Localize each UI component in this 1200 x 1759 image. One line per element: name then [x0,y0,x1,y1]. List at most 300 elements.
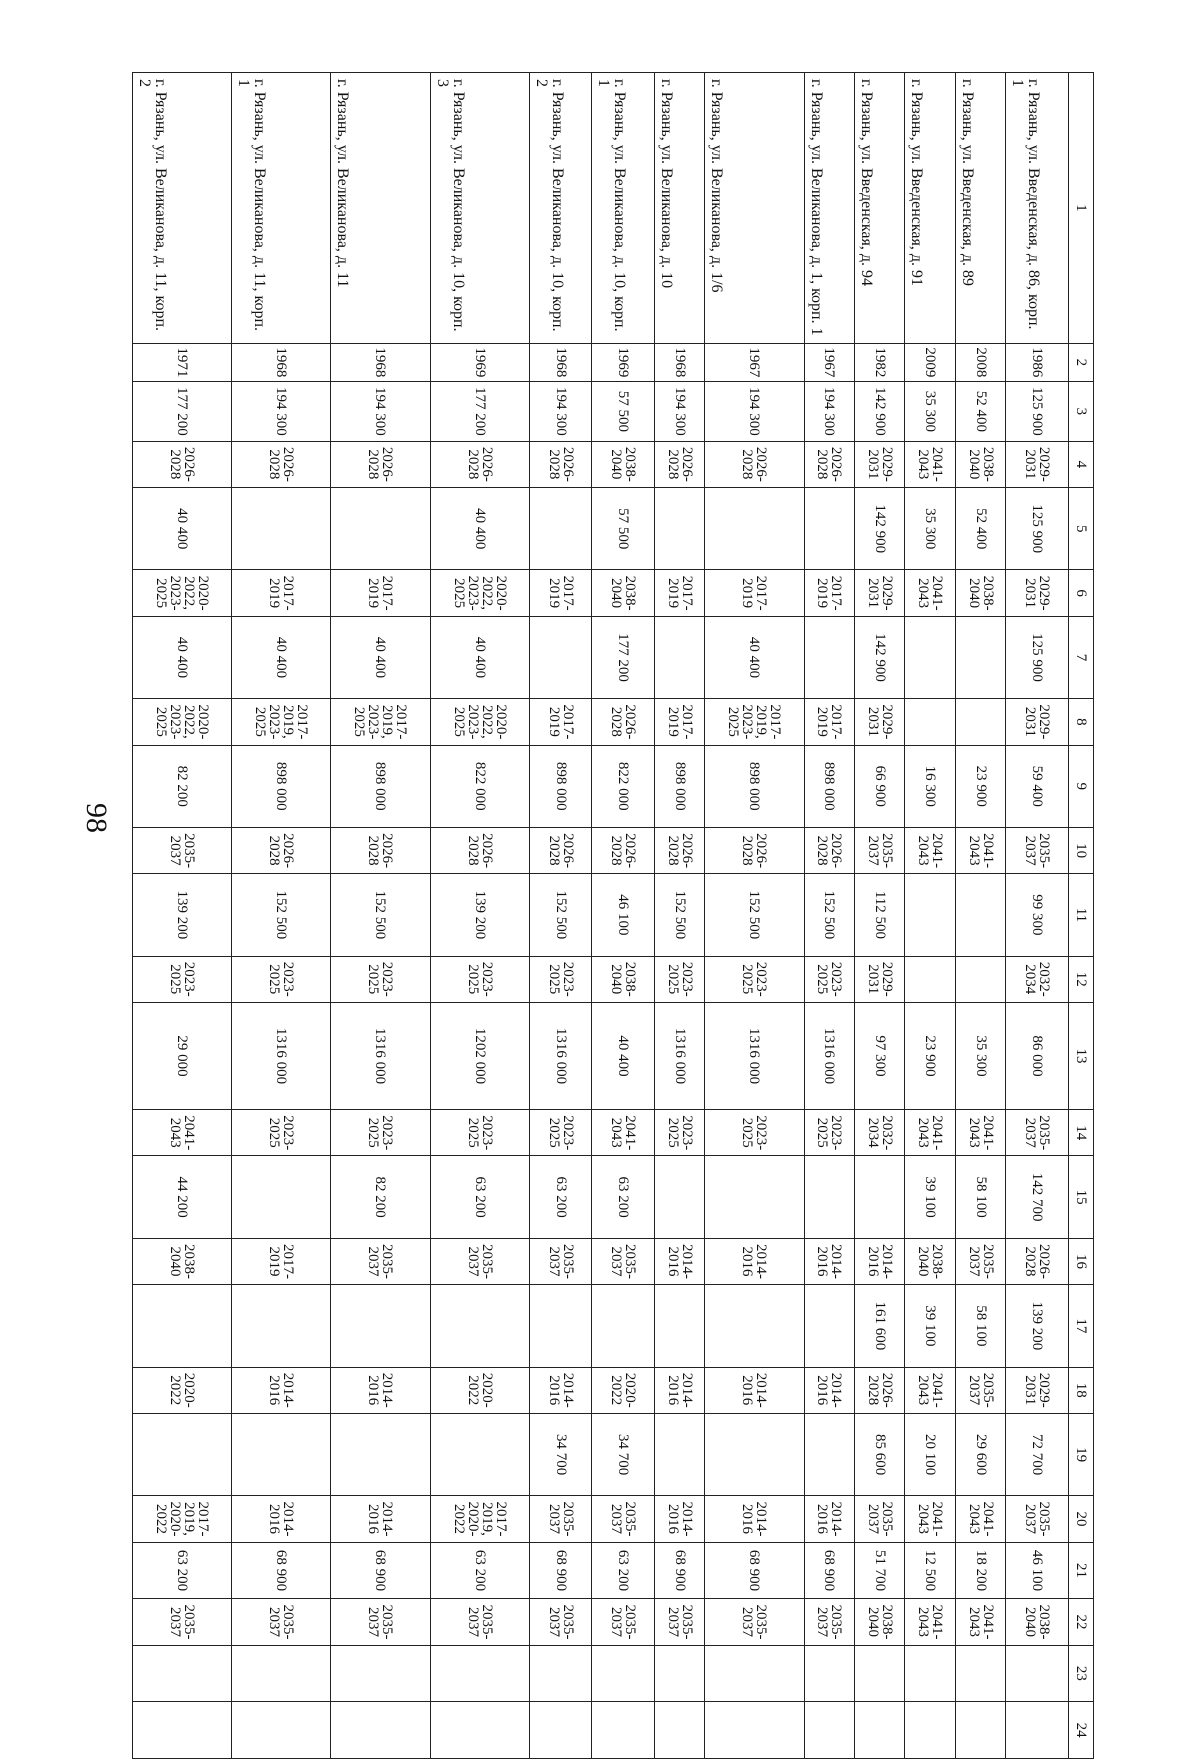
address-cell: г. Рязань, ул. Великанова, д. 11 [331,73,430,344]
data-cell: 99 300 [1006,874,1069,956]
data-cell: 2035- 2037 [430,1238,529,1284]
column-number-16: 16 [1069,1238,1094,1284]
data-cell [855,1702,905,1759]
data-cell [232,1413,331,1495]
year-cell: 1968 [654,343,704,381]
data-cell [331,488,430,570]
data-cell: 2029- 2031 [855,956,905,1002]
data-cell: 2020- 2022, 2023- 2025 [430,699,529,745]
column-number-5: 5 [1069,488,1094,570]
table-row [654,73,704,1759]
table-row [705,73,804,1759]
table-body [133,73,1069,1759]
data-cell [529,1645,592,1702]
data-cell [1006,1645,1069,1702]
table-row [133,73,232,1759]
data-cell [705,1156,804,1238]
table-row [804,73,854,1759]
data-cell: 2017- 2019 [654,699,704,745]
data-cell: 2026- 2028 [430,441,529,487]
table-row [232,73,331,1759]
data-cell: 2023- 2025 [232,1110,331,1156]
data-cell [529,1285,592,1367]
data-cell: 58 100 [955,1156,1005,1238]
address-cell: г. Рязань, ул. Великанова, д. 10, корп. 2 [529,73,592,344]
data-cell: 2035- 2037 [1006,827,1069,873]
data-cell: 2014- 2016 [529,1367,592,1413]
data-cell: 2014- 2016 [232,1367,331,1413]
data-cell: 142 900 [855,381,905,441]
data-cell: 2023- 2025 [705,956,804,1002]
data-cell [955,616,1005,698]
data-cell: 2038- 2040 [955,570,1005,616]
data-cell: 2035- 2037 [529,1496,592,1542]
data-cell: 2032- 2034 [1006,956,1069,1002]
column-number-20: 20 [1069,1496,1094,1542]
data-cell: 2023- 2025 [705,1110,804,1156]
data-cell: 112 500 [855,874,905,956]
data-cell: 2014- 2016 [654,1496,704,1542]
data-cell: 86 000 [1006,1002,1069,1109]
data-cell: 40 400 [232,616,331,698]
data-cell [905,1645,955,1702]
data-cell: 1316 000 [804,1002,854,1109]
data-cell: 2035- 2037 [654,1599,704,1645]
data-cell: 2029- 2031 [1006,699,1069,745]
data-cell: 63 200 [592,1156,655,1238]
data-cell: 34 700 [529,1413,592,1495]
data-cell: 142 900 [855,616,905,698]
data-cell: 23 900 [905,1002,955,1109]
data-cell: 2035- 2037 [592,1599,655,1645]
data-cell [654,1413,704,1495]
data-cell: 2023- 2025 [529,1110,592,1156]
data-cell [955,1702,1005,1759]
data-cell: 2026- 2028 [804,827,854,873]
data-cell: 2017- 2019, 2023- 2025 [705,699,804,745]
address-cell: г. Рязань, ул. Великанова, д. 10, корп. 1 [592,73,655,344]
data-cell [133,1702,232,1759]
data-cell: 2026- 2028 [804,441,854,487]
data-cell: 2020- 2022 [133,1367,232,1413]
data-cell: 2029- 2031 [1006,441,1069,487]
address-cell: г. Рязань, ул. Введенская, д. 86, корп. 1 [1006,73,1069,344]
data-cell: 2014- 2016 [804,1238,854,1284]
data-cell [905,1702,955,1759]
data-cell: 40 400 [430,616,529,698]
data-cell [331,1285,430,1367]
data-cell: 2014- 2016 [705,1238,804,1284]
data-cell: 2035- 2037 [592,1496,655,1542]
data-cell: 152 500 [654,874,704,956]
data-cell: 2017- 2019 [232,1238,331,1284]
data-cell: 44 200 [133,1156,232,1238]
data-cell: 2026- 2028 [705,441,804,487]
data-cell [232,1702,331,1759]
repair-schedule-table-wrapper [132,72,1094,1759]
data-cell [905,874,955,956]
data-cell [592,1645,655,1702]
data-cell [1006,1702,1069,1759]
data-cell [430,1702,529,1759]
data-cell [430,1413,529,1495]
data-cell: 2017- 2019 [804,699,854,745]
table-row [955,73,1005,1759]
table-row [592,73,655,1759]
data-cell: 194 300 [529,381,592,441]
data-cell: 63 200 [592,1542,655,1599]
data-cell: 2017- 2019 [529,570,592,616]
data-cell: 194 300 [654,381,704,441]
data-cell: 2026- 2028 [529,827,592,873]
data-cell [232,1285,331,1367]
data-cell: 40 400 [331,616,430,698]
year-cell: 2008 [955,343,1005,381]
data-cell [855,1645,905,1702]
data-cell [430,1285,529,1367]
data-cell: 2017- 2019, 2023- 2025 [331,699,430,745]
data-cell: 2035- 2037 [331,1238,430,1284]
data-cell [654,1702,704,1759]
data-cell: 152 500 [705,874,804,956]
data-cell [855,1156,905,1238]
data-cell [232,488,331,570]
column-number-3: 3 [1069,381,1094,441]
data-cell [529,1702,592,1759]
repair-schedule-table [132,72,1094,1759]
column-number-13: 13 [1069,1002,1094,1109]
data-cell: 2017- 2019 [529,699,592,745]
data-cell: 2026- 2028 [529,441,592,487]
data-cell: 2026- 2028 [592,699,655,745]
data-cell: 194 300 [804,381,854,441]
data-cell: 2014- 2016 [804,1367,854,1413]
column-number-17: 17 [1069,1285,1094,1367]
table-row [331,73,430,1759]
data-cell: 2023- 2025 [331,1110,430,1156]
data-cell: 2038- 2040 [855,1599,905,1645]
data-cell: 898 000 [529,745,592,827]
data-cell: 2020- 2022, 2023- 2025 [133,570,232,616]
data-cell: 2041- 2043 [905,1367,955,1413]
data-cell: 152 500 [232,874,331,956]
data-cell [232,1645,331,1702]
data-cell: 2035- 2037 [529,1238,592,1284]
data-cell: 18 200 [955,1542,1005,1599]
data-cell: 898 000 [804,745,854,827]
data-cell: 152 500 [804,874,854,956]
data-cell: 1316 000 [529,1002,592,1109]
data-cell: 2038- 2040 [955,441,1005,487]
data-cell: 72 700 [1006,1413,1069,1495]
year-cell: 1967 [705,343,804,381]
data-cell: 46 100 [1006,1542,1069,1599]
data-cell: 142 900 [855,488,905,570]
data-cell: 2020- 2022 [592,1367,655,1413]
data-cell: 82 200 [331,1156,430,1238]
data-cell: 2041- 2043 [905,827,955,873]
data-cell: 2041- 2043 [955,1110,1005,1156]
data-cell: 2023- 2025 [654,1110,704,1156]
data-cell [955,956,1005,1002]
data-cell: 2014- 2016 [804,1496,854,1542]
column-number-row [1069,73,1094,1759]
data-cell: 2026- 2028 [133,441,232,487]
data-cell: 2035- 2037 [804,1599,854,1645]
data-cell: 2035- 2037 [331,1599,430,1645]
data-cell [133,1285,232,1367]
data-cell [654,1156,704,1238]
data-cell [232,1156,331,1238]
data-cell: 2035- 2037 [592,1238,655,1284]
data-cell: 39 100 [905,1285,955,1367]
column-number-8: 8 [1069,699,1094,745]
year-cell: 1969 [430,343,529,381]
data-cell [705,1645,804,1702]
data-cell: 2020- 2022 [430,1367,529,1413]
data-cell: 2035- 2037 [955,1238,1005,1284]
data-cell: 2023- 2025 [232,956,331,1002]
column-number-12: 12 [1069,956,1094,1002]
data-cell: 152 500 [529,874,592,956]
data-cell: 2014- 2016 [331,1367,430,1413]
data-cell [804,488,854,570]
data-cell [804,1413,854,1495]
data-cell: 1316 000 [232,1002,331,1109]
data-cell: 2023- 2025 [430,1110,529,1156]
data-cell: 2035- 2037 [232,1599,331,1645]
data-cell: 2023- 2025 [654,956,704,1002]
data-cell: 2035- 2037 [855,827,905,873]
data-cell: 2041- 2043 [133,1110,232,1156]
data-cell: 2035- 2037 [529,1599,592,1645]
data-cell: 194 300 [705,381,804,441]
data-cell: 2041- 2043 [955,1599,1005,1645]
data-cell: 2017- 2019 [705,570,804,616]
data-cell: 68 900 [705,1542,804,1599]
data-cell [705,1413,804,1495]
data-cell: 898 000 [705,745,804,827]
data-cell: 59 400 [1006,745,1069,827]
data-cell: 52 400 [955,381,1005,441]
year-cell: 1968 [331,343,430,381]
data-cell: 2035- 2037 [1006,1496,1069,1542]
data-cell: 68 900 [804,1542,854,1599]
data-cell: 2026- 2028 [232,827,331,873]
data-cell: 2026- 2028 [654,827,704,873]
data-cell: 898 000 [232,745,331,827]
data-cell: 2041- 2043 [905,570,955,616]
data-cell [133,1645,232,1702]
data-cell: 34 700 [592,1413,655,1495]
data-cell: 161 600 [855,1285,905,1367]
data-cell: 2014- 2016 [331,1496,430,1542]
data-cell [331,1645,430,1702]
data-cell: 139 200 [430,874,529,956]
data-cell: 898 000 [654,745,704,827]
data-cell: 63 200 [430,1542,529,1599]
data-cell: 63 200 [430,1156,529,1238]
data-cell [331,1702,430,1759]
data-cell: 2026- 2028 [654,441,704,487]
data-cell [804,1156,854,1238]
data-cell: 125 900 [1006,488,1069,570]
table-row [905,73,955,1759]
data-cell: 142 700 [1006,1156,1069,1238]
data-cell: 35 300 [905,381,955,441]
data-cell: 152 500 [331,874,430,956]
year-cell: 1971 [133,343,232,381]
data-cell: 2035- 2037 [705,1599,804,1645]
data-cell: 2014- 2016 [654,1367,704,1413]
data-cell: 2035- 2037 [133,827,232,873]
data-cell: 2029- 2031 [1006,570,1069,616]
data-cell [592,1702,655,1759]
column-number-18: 18 [1069,1367,1094,1413]
data-cell: 51 700 [855,1542,905,1599]
data-cell: 139 200 [1006,1285,1069,1367]
data-cell: 2014- 2016 [705,1496,804,1542]
data-cell [705,1285,804,1367]
address-cell: г. Рязань, ул. Введенская, д. 94 [855,73,905,344]
data-cell [331,1413,430,1495]
data-cell: 40 400 [133,488,232,570]
data-cell: 898 000 [331,745,430,827]
table-row [430,73,529,1759]
data-cell: 40 400 [430,488,529,570]
data-cell [905,956,955,1002]
data-cell: 177 200 [430,381,529,441]
data-cell: 2026- 2028 [331,441,430,487]
data-cell: 2035- 2037 [1006,1110,1069,1156]
data-cell: 2029- 2031 [855,570,905,616]
data-cell: 125 900 [1006,616,1069,698]
data-cell: 68 900 [654,1542,704,1599]
data-cell: 35 300 [955,1002,1005,1109]
data-cell: 57 500 [592,381,655,441]
column-number-11: 11 [1069,874,1094,956]
data-cell: 2026- 2028 [232,441,331,487]
data-cell: 82 200 [133,745,232,827]
address-cell: г. Рязань, ул. Великанова, д. 10 [654,73,704,344]
address-cell: г. Рязань, ул. Введенская, д. 89 [955,73,1005,344]
data-cell: 52 400 [955,488,1005,570]
address-cell: г. Рязань, ул. Великанова, д. 11, корп. 1 [232,73,331,344]
data-cell [905,616,955,698]
data-cell [430,1645,529,1702]
data-cell: 2041- 2043 [955,827,1005,873]
column-number-1: 1 [1069,73,1094,344]
data-cell: 2029- 2031 [855,441,905,487]
column-number-23: 23 [1069,1645,1094,1702]
data-cell: 97 300 [855,1002,905,1109]
data-cell: 68 900 [331,1542,430,1599]
data-cell: 2017- 2019 [804,570,854,616]
year-cell: 1969 [592,343,655,381]
data-cell: 2026- 2028 [331,827,430,873]
data-cell: 2041- 2043 [905,1599,955,1645]
data-cell: 177 200 [592,616,655,698]
page-number: 98 [80,803,113,833]
data-cell: 2041- 2043 [905,1496,955,1542]
data-cell [592,1285,655,1367]
data-cell: 2020- 2022, 2023- 2025 [133,699,232,745]
data-cell [705,1702,804,1759]
data-cell: 822 000 [592,745,655,827]
data-cell: 194 300 [232,381,331,441]
data-cell: 2017- 2019 [331,570,430,616]
column-number-19: 19 [1069,1413,1094,1495]
column-number-9: 9 [1069,745,1094,827]
data-cell: 2026- 2028 [592,827,655,873]
year-cell: 1967 [804,343,854,381]
data-cell: 2035- 2037 [955,1367,1005,1413]
address-cell: г. Рязань, ул. Введенская, д. 91 [905,73,955,344]
data-cell: 68 900 [529,1542,592,1599]
table-row [855,73,905,1759]
year-cell: 1968 [529,343,592,381]
year-cell: 1986 [1006,343,1069,381]
data-cell: 63 200 [133,1542,232,1599]
data-cell: 2041- 2043 [905,1110,955,1156]
data-cell: 40 400 [133,616,232,698]
data-cell: 23 900 [955,745,1005,827]
address-cell: г. Рязань, ул. Великанова, д. 1, корп. 1 [804,73,854,344]
data-cell [804,616,854,698]
data-cell: 2023- 2025 [133,956,232,1002]
column-number-7: 7 [1069,616,1094,698]
data-cell [654,616,704,698]
data-cell: 12 500 [905,1542,955,1599]
table-row [529,73,592,1759]
data-cell: 2038- 2040 [592,441,655,487]
address-cell: г. Рязань, ул. Великанова, д. 10, корп. 3 [430,73,529,344]
data-cell: 66 900 [855,745,905,827]
data-cell [133,1413,232,1495]
data-cell: 2023- 2025 [430,956,529,1002]
data-cell [955,874,1005,956]
year-cell: 1968 [232,343,331,381]
data-cell: 1316 000 [331,1002,430,1109]
data-cell [529,488,592,570]
data-cell: 177 200 [133,381,232,441]
column-number-6: 6 [1069,570,1094,616]
data-cell: 2041- 2043 [905,441,955,487]
data-cell: 85 600 [855,1413,905,1495]
data-cell: 1202 000 [430,1002,529,1109]
address-cell: г. Рязань, ул. Великанова, д. 1/6 [705,73,804,344]
data-cell: 1316 000 [705,1002,804,1109]
data-cell: 2017- 2019, 2020- 2022 [430,1496,529,1542]
address-cell: г. Рязань, ул. Великанова, д. 11, корп. 2 [133,73,232,344]
data-cell: 2026- 2028 [430,827,529,873]
data-cell: 58 100 [955,1285,1005,1367]
column-number-2: 2 [1069,343,1094,381]
data-cell: 2038- 2040 [592,956,655,1002]
data-cell: 1316 000 [654,1002,704,1109]
data-cell: 2014- 2016 [232,1496,331,1542]
data-cell: 194 300 [331,381,430,441]
data-cell: 29 000 [133,1002,232,1109]
data-cell: 2032- 2034 [855,1110,905,1156]
data-cell: 822 000 [430,745,529,827]
data-cell: 2023- 2025 [529,956,592,1002]
data-cell [529,616,592,698]
data-cell: 2017- 2019, 2023- 2025 [232,699,331,745]
data-cell: 46 100 [592,874,655,956]
data-cell [654,488,704,570]
data-cell: 68 900 [232,1542,331,1599]
